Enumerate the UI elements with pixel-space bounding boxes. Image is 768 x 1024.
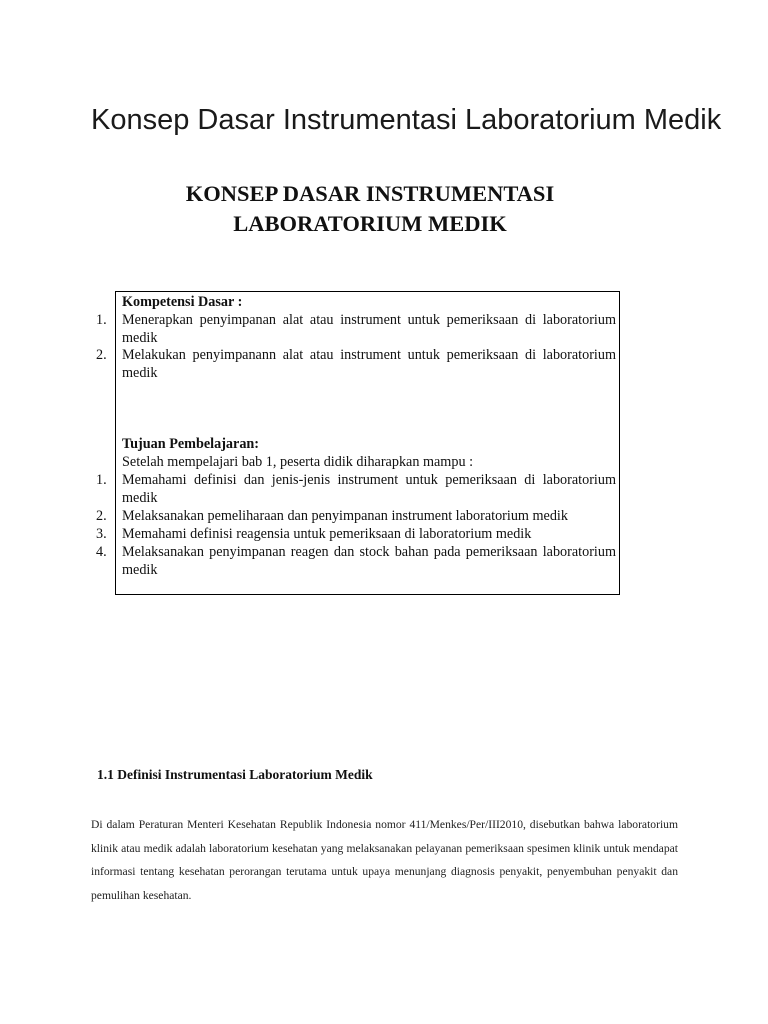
section-heading: 1.1 Definisi Instrumentasi Laboratorium Medik	[97, 767, 373, 782]
kompetensi-item	[96, 312, 616, 347]
chapter-heading-line-1: KONSEP DASAR INSTRUMENTASI	[185, 181, 555, 206]
list-text: Melaksanakan penyimpanan reagen dan stock bahan pada pemeriksaan laboratorium medik	[122, 544, 616, 578]
document-title: Konsep Dasar Instrumentasi Laboratorium Medik	[91, 104, 722, 136]
list-number: 1.	[96, 472, 107, 488]
list-number: 1.	[96, 312, 107, 328]
list-text: Menerapkan penyimpanan alat atau instrument untuk pemeriksaan di laboratorium medik	[122, 312, 616, 346]
list-number: 4.	[96, 544, 107, 560]
chapter-heading-line-2: LABORATORIUM MEDIK	[233, 211, 507, 236]
tujuan-item	[96, 544, 616, 579]
list-text: Memahami definisi dan jenis-jenis instrument untuk pemeriksaan di laboratorium medik	[122, 472, 616, 506]
kompetensi-item	[96, 347, 616, 382]
tujuan-heading: Tujuan Pembelajaran:	[122, 436, 260, 452]
tujuan-intro: Setelah mempelajari bab 1, peserta didik diharapkan mampu :	[122, 454, 474, 470]
tujuan-item	[96, 508, 616, 526]
list-number: 3.	[96, 526, 107, 542]
list-text: Melakukan penyimpanann alat atau instrument untuk pemeriksaan di laboratorium medik	[122, 347, 616, 381]
tujuan-item	[96, 526, 616, 544]
tujuan-item	[96, 472, 616, 507]
section-paragraph: Di dalam Peraturan Menteri Kesehatan Republik Indonesia nomor 411/Menkes/Per/III2010, disebutkan bahwa laboratorium klinik atau medik adalah laboratorium kesehatan yang melaksanakan pelayanan pemeriksaan spesimen klinik untuk mendapat informasi tentang kesehatan perorangan terutama untuk upaya menunjang diagnosis penyakit, penyembuhan penyakit dan pemulihan kesehatan.	[91, 818, 678, 902]
kompetensi-heading: Kompetensi Dasar :	[122, 294, 243, 310]
list-number: 2.	[96, 508, 107, 524]
list-number: 2.	[96, 347, 107, 363]
chapter-heading	[0, 179, 740, 239]
list-text: Memahami definisi reagensia untuk pemeriksaan di laboratorium medik	[122, 526, 532, 542]
list-text: Melaksanakan pemeliharaan dan penyimpanan instrument laboratorium medik	[122, 508, 568, 524]
